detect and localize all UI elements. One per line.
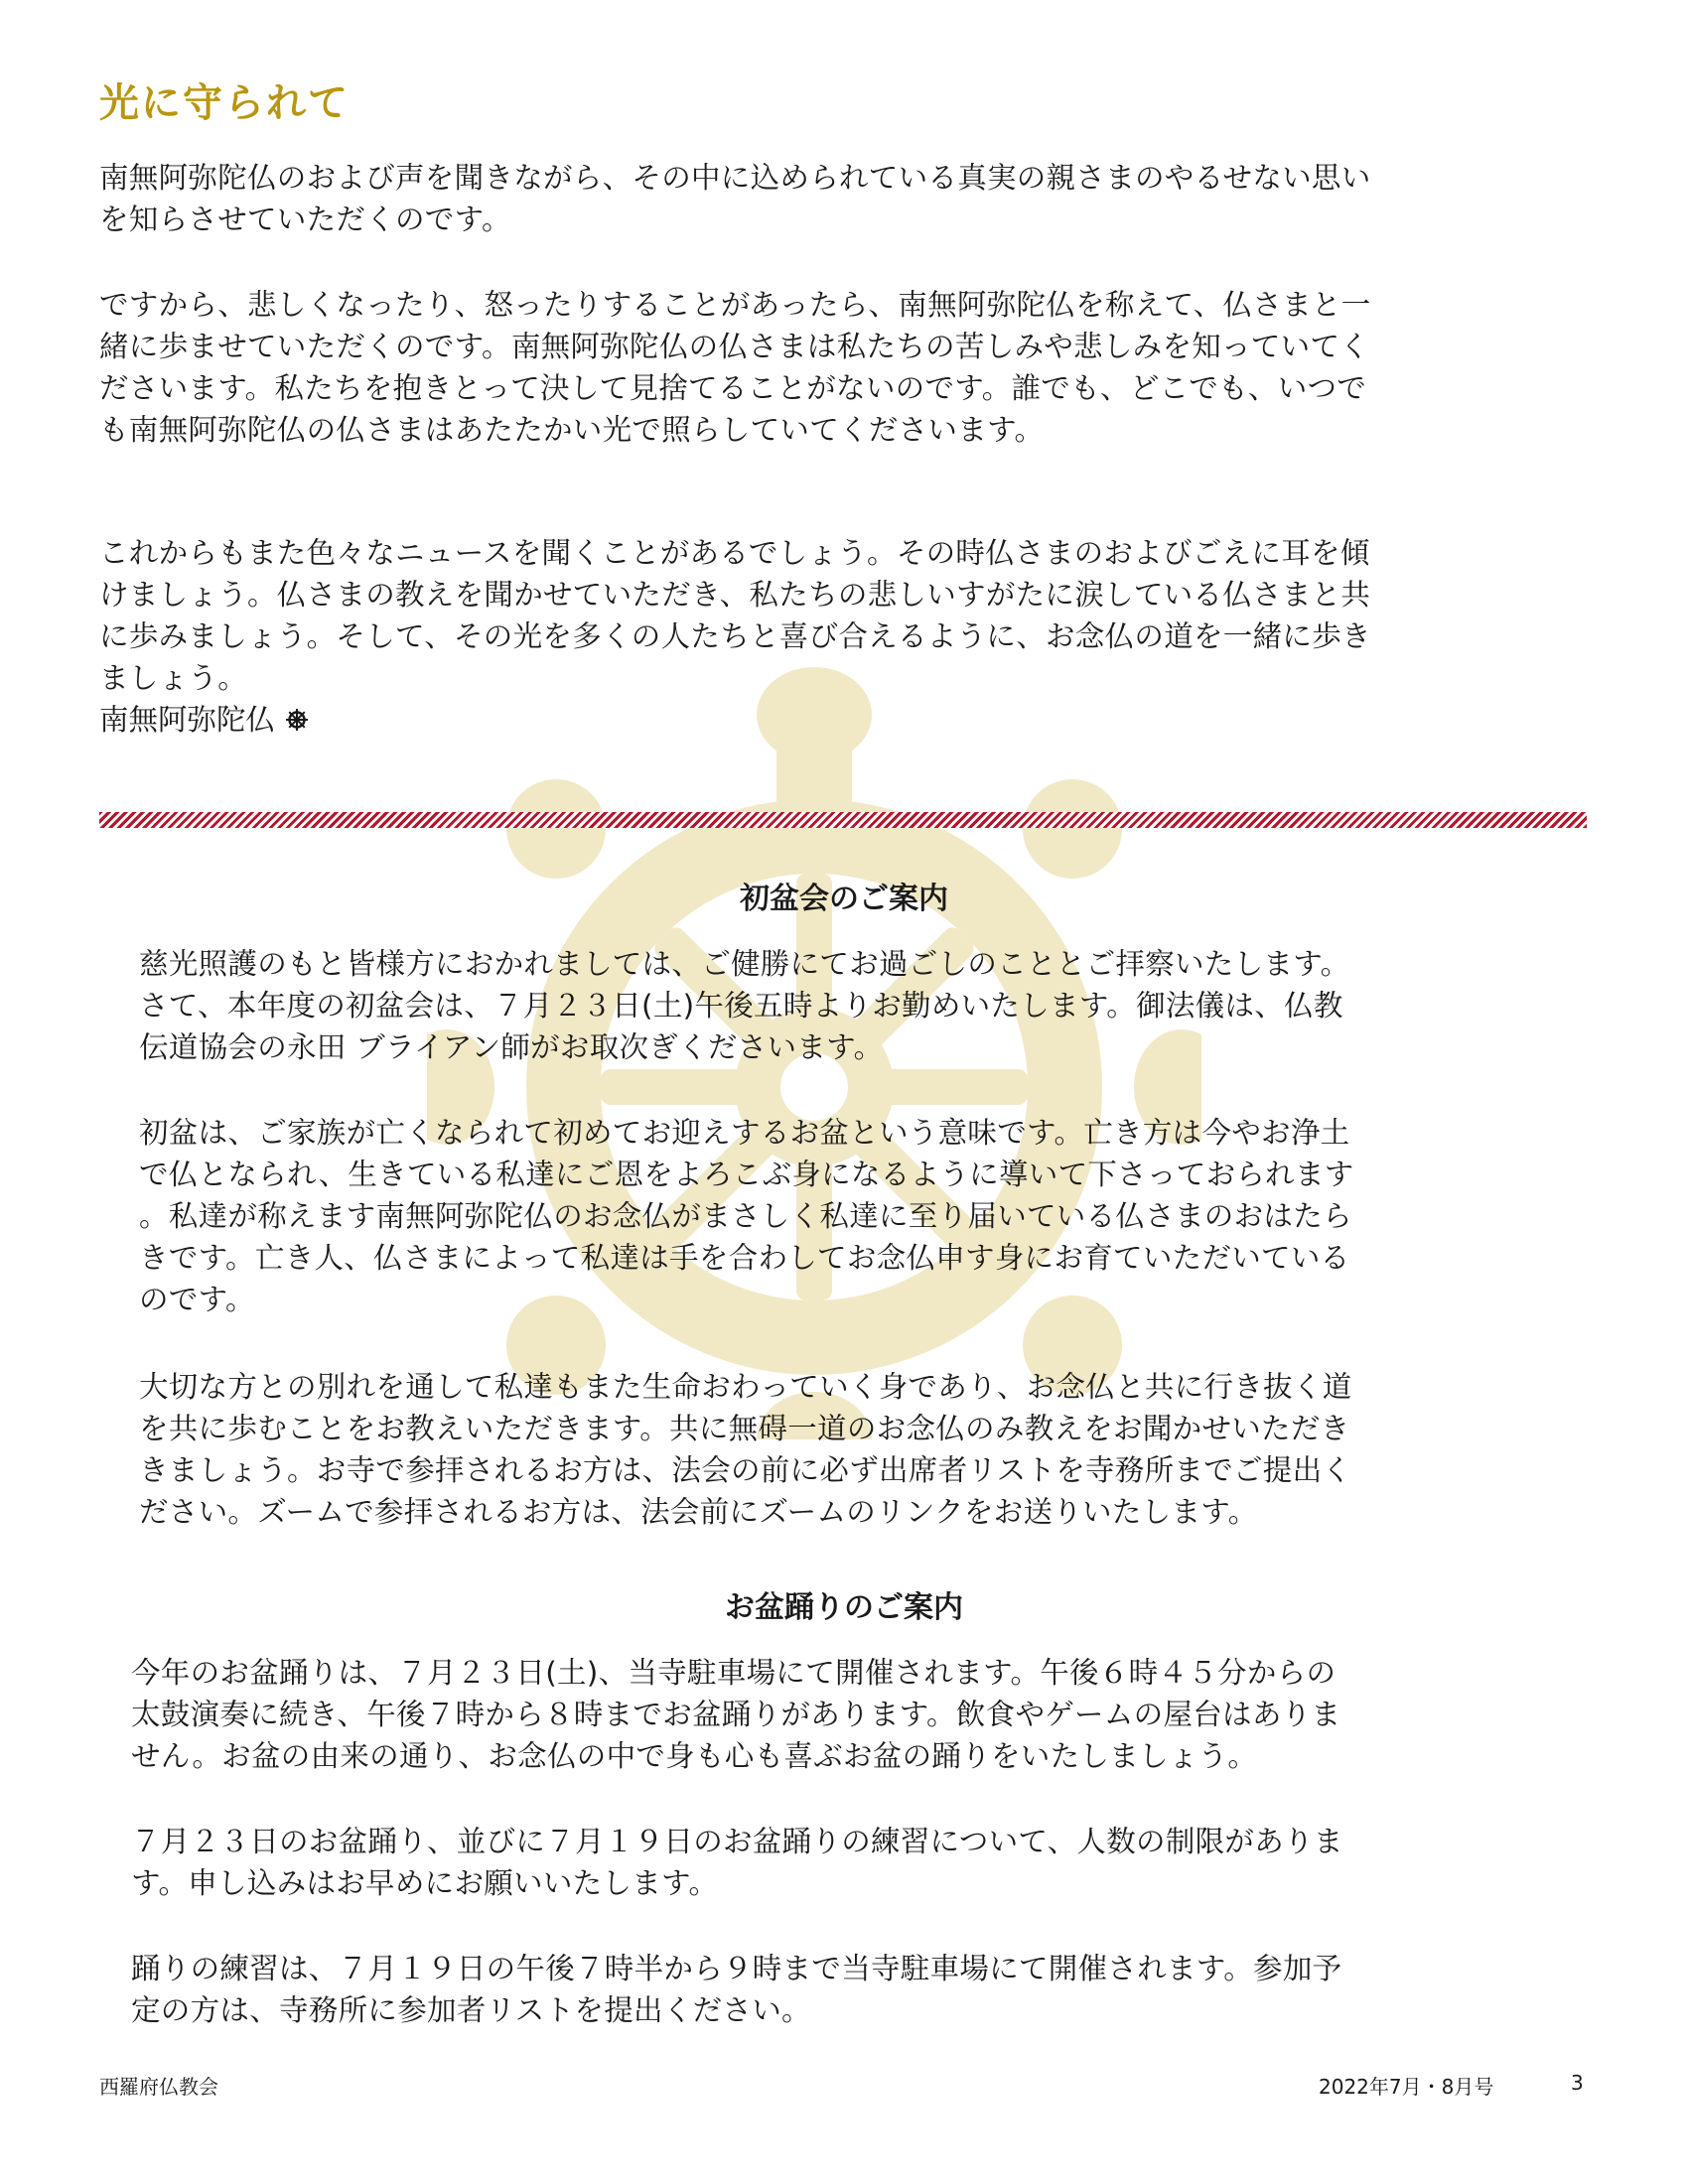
bonodori-paragraph-2: ７月２３日のお盆踊り、並びに７月１９日のお盆踊りの練習について、人数の制限がありま す。申し込みはお早めにお願いいたします。	[131, 1825, 1343, 1900]
bonodori-heading: お盆踊りのご案内	[725, 1590, 963, 1625]
closing-text: 南無阿弥陀仏	[99, 703, 276, 737]
hatsubon-paragraph-1: 慈光照護のもと皆様方におかれましては、ご健勝にてお過ごしのこととご拝察いたします。 さて、本年度の初盆会は、７月２３日(土)午後五時よりお勤めいたします。御法儀は、仏教 伝道協会の永田 ブライアン師がお取次ぎくださいます。	[139, 947, 1350, 1064]
bonodori-paragraph-3: 踊りの練習は、７月１９日の午後７時半から９時まで当寺駐車場にて開催されます。参加予 定の方は、寺務所に参加者リストを提出ください。	[131, 1952, 1342, 2027]
article-paragraph-2: ですから、悲しくなったり、怒ったりすることがあったら、南無阿弥陀仏を称えて、仏さまと一 緒に歩ませていただくのです。南無阿弥陀仏の仏さまは私たちの苦しみや悲しみを知っていてく ださいます。私たちを抱きとって決して見捨てることがないのです。誰でも、どこでも、いつで も南無阿弥陀仏の仏さまはあたたかい光で照らしていてくださいます。	[99, 288, 1371, 447]
hatsubon-heading: 初盆会のご案内	[740, 882, 948, 916]
dharma-wheel-icon	[285, 701, 309, 743]
footer-issue: 2022年7月・8月号	[1319, 2075, 1494, 2099]
article-paragraph-1: 南無阿弥陀仏のおよび声を聞きながら、その中に込められている真実の親さまのやるせない思い を知らさせていただくのです。	[99, 161, 1371, 236]
article-title: 光に守られて	[99, 80, 350, 126]
footer-organization: 西羅府仏教会	[99, 2075, 218, 2099]
closing-line	[99, 699, 309, 743]
section-divider	[99, 812, 1587, 828]
bonodori-paragraph-1: 今年のお盆踊りは、７月２３日(土)、当寺駐車場にて開催されます。午後６時４５分からの 太鼓演奏に続き、午後７時から８時までお盆踊りがあります。飲食やゲームの屋台はありま せん。お盆の由来の通り、お念仏の中で身も心も喜ぶお盆の踊りをいたしましょう。	[131, 1656, 1341, 1773]
hatsubon-paragraph-2: 初盆は、ご家族が亡くなられて初めてお迎えするお盆という意味です。亡き方は今やお浄土 で仏となられ、生きている私達にご恩をよろこぶ身になるように導いて下さっておられます 。私達が称えます南無阿弥陀仏のお念仏がまさしく私達に至り届いている仏さまのおはたら きです。亡き人、仏さまによって私達は手を合わしてお念仏申す身にお育ていただいている のです。	[139, 1116, 1354, 1316]
hatsubon-paragraph-3: 大切な方との別れを通して私達もまた生命おわっていく身であり、お念仏と共に行き抜く道 を共に歩むことをお教えいただきます。共に無碍一道のお念仏のみ教えをお聞かせいただき きましょう。お寺で参拝されるお方は、法会の前に必ず出席者リストを寺務所までご提出く ださい。ズームで参拝されるお方は、法会前にズームのリンクをお送りいたします。	[139, 1370, 1352, 1529]
article-paragraph-3: これからもまた色々なニュースを聞くことがあるでしょう。その時仏さまのおよびごえに耳を傾 けましょう。仏さまの教えを聞かせていただき、私たちの悲しいすがたに涙している仏さまと共 に歩みましょう。そして、その光を多くの人たちと喜び合えるように、お念仏の道を一緒に歩き ましょう。	[99, 536, 1371, 695]
footer-page-number: 3	[1571, 2071, 1584, 2095]
